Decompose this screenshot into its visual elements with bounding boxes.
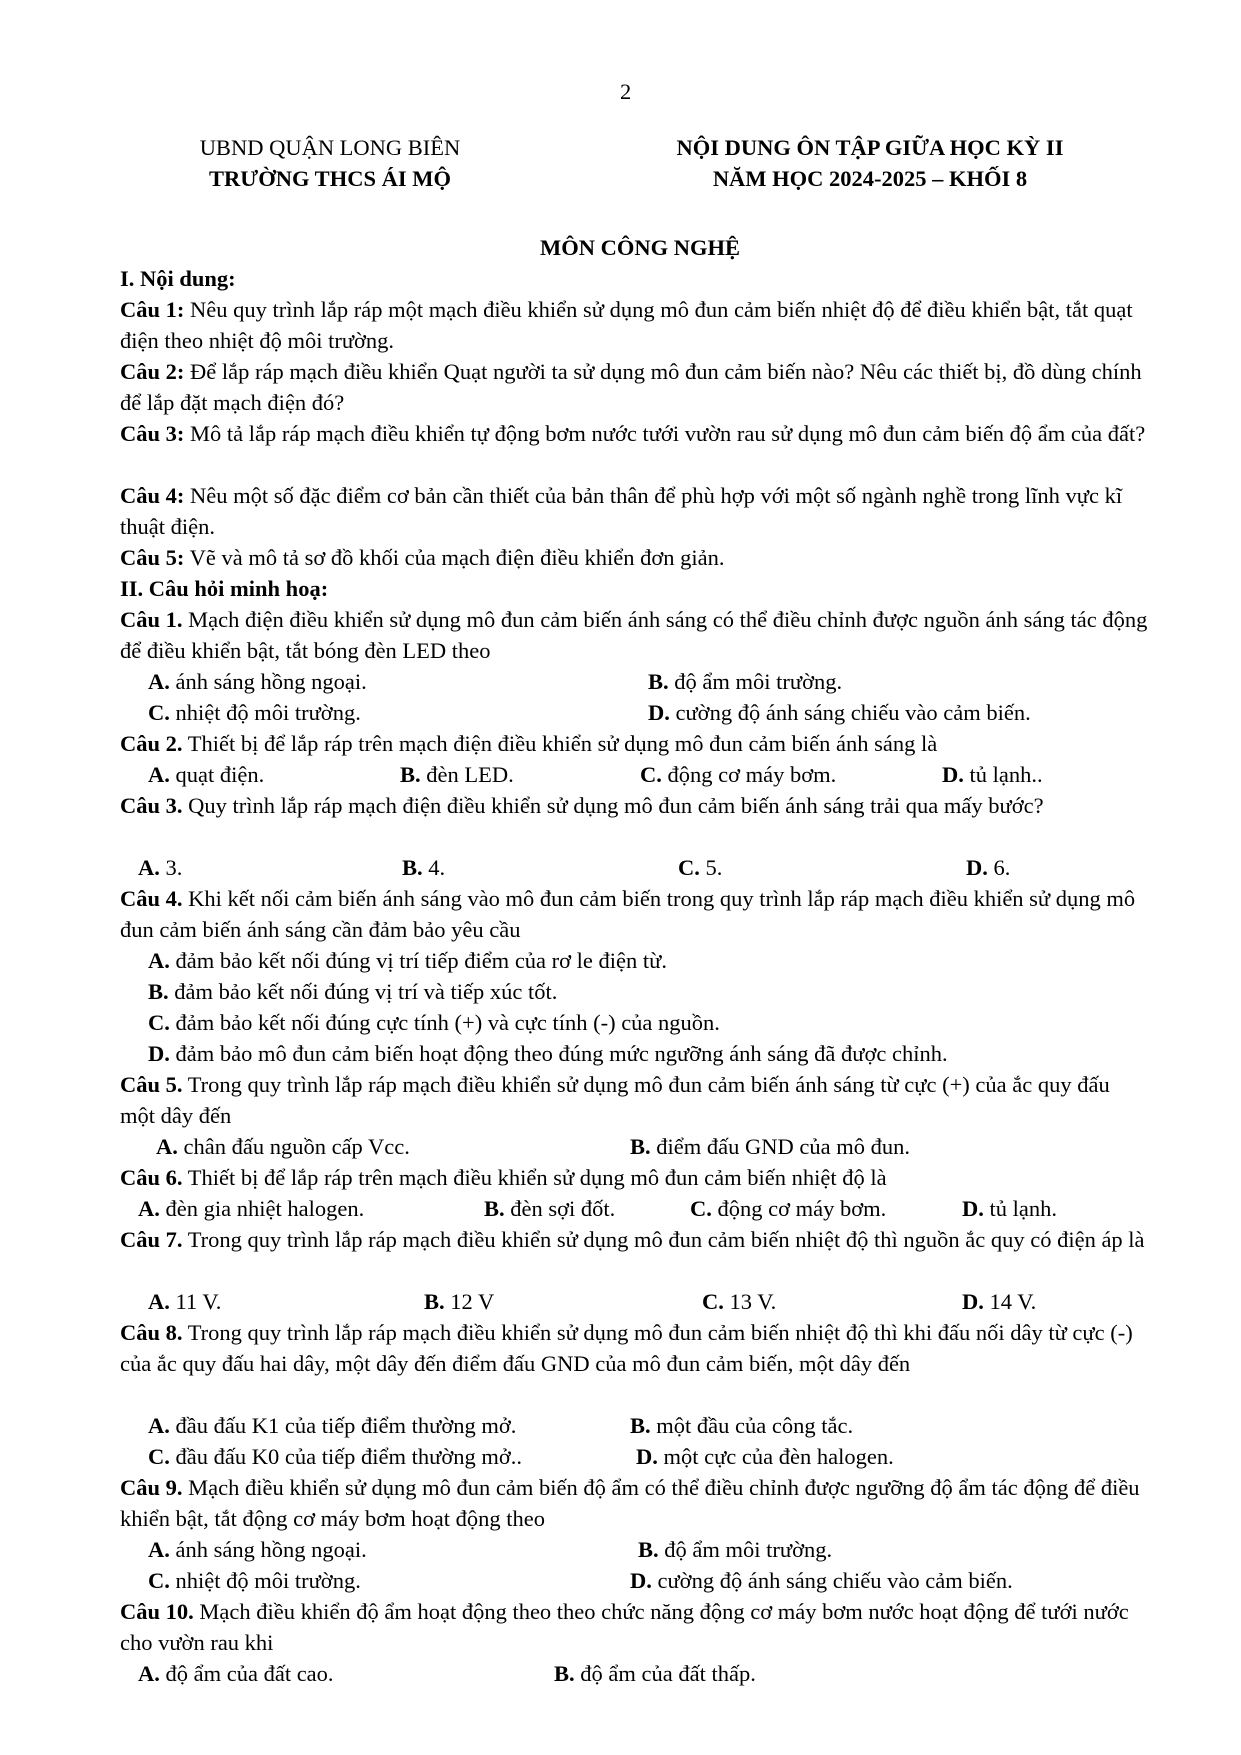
question-label: Câu 2.	[120, 731, 183, 756]
option-a: A. 11 V.	[148, 1289, 222, 1314]
question	[120, 1317, 1150, 1379]
question-label: Câu 4.	[120, 886, 183, 911]
header-right-line1: NỘI DUNG ÔN TẬP GIỮA HỌC KỲ II	[676, 135, 1064, 160]
question	[120, 1596, 1150, 1658]
item-label: Câu 1:	[120, 297, 185, 322]
option-a: A. ánh sáng hồng ngoại.	[148, 669, 367, 694]
option-b: B. đèn LED.	[400, 762, 514, 787]
option-c: C. 5.	[678, 855, 723, 880]
item-text: Nêu một số đặc điểm cơ bản cần thiết của bản thân để phù hợp với một số ngành nghề trong lĩnh vực kĩ thuật điện.	[120, 483, 1123, 539]
option-a: A. chân đấu nguồn cấp Vcc.	[156, 1134, 410, 1159]
item-label: Câu 2:	[120, 359, 185, 384]
question	[120, 1224, 1150, 1255]
option-d: D. 14 V.	[962, 1289, 1037, 1314]
question-text: Mạch điều khiển sử dụng mô đun cảm biến độ ẩm có thể điều chỉnh được ngưỡng độ ẩm tác động để điều khiển bật, tắt động cơ máy bơm hoạt động theo	[120, 1475, 1140, 1531]
question-text: Trong quy trình lắp ráp mạch điều khiển sử dụng mô đun cảm biến nhiệt độ thì khi đấu nối dây từ cực (-) của ắc quy đấu hai dây, một dây đến điểm đấu GND của mô đun cảm biến, một dây đến	[120, 1320, 1133, 1376]
question	[120, 790, 1150, 821]
option-c: C. nhiệt độ môi trường.	[148, 1568, 361, 1593]
question-text: Khi kết nối cảm biến ánh sáng vào mô đun cảm biến trong quy trình lắp ráp mạch điều khiển sử dụng mô đun cảm biến ánh sáng cần đảm bảo yêu cầu	[120, 886, 1136, 942]
section1-item	[120, 480, 1150, 542]
option-d: D. cường độ ánh sáng chiếu vào cảm biến.	[648, 700, 1031, 725]
option-c: C. động cơ máy bơm.	[640, 762, 837, 787]
option-b: B. đèn sợi đốt.	[484, 1196, 616, 1221]
section1-item	[120, 542, 1150, 573]
section1-item	[120, 418, 1150, 449]
option-d: D. một cực của đèn halogen.	[636, 1444, 894, 1469]
option-b: B. 4.	[402, 855, 446, 880]
option-c: C. nhiệt độ môi trường.	[148, 700, 361, 725]
question	[120, 604, 1150, 666]
option-b: B. đảm bảo kết nối đúng vị trí và tiếp xúc tốt.	[148, 979, 558, 1004]
header-right-line2: NĂM HỌC 2024-2025 – KHỐI 8	[712, 166, 1028, 191]
question-label: Câu 3.	[120, 793, 183, 818]
option-b: B. độ ẩm của đất thấp.	[554, 1661, 756, 1686]
page-number: 2	[620, 79, 632, 104]
question-text: Trong quy trình lắp ráp mạch điều khiển sử dụng mô đun cảm biến ánh sáng từ cực (+) của ắc quy đấu một dây đến	[120, 1072, 1110, 1128]
question-text: Mạch điện điều khiển sử dụng mô đun cảm biến ánh sáng có thể điều chỉnh được nguồn ánh sáng tác động để điều khiển bật, tắt bóng đèn LED theo	[120, 607, 1148, 663]
subject-title: MÔN CÔNG NGHỆ	[540, 235, 740, 260]
header-left-line2: TRƯỜNG THCS ÁI MỘ	[209, 166, 451, 191]
question	[120, 1069, 1150, 1131]
section2-title: II. Câu hỏi minh hoạ:	[120, 576, 329, 601]
question-text: Trong quy trình lắp ráp mạch điều khiển sử dụng mô đun cảm biến nhiệt độ thì nguồn ắc quy có điện áp là	[182, 1227, 1145, 1252]
question	[120, 1472, 1150, 1534]
option-b: B. độ ẩm môi trường.	[638, 1537, 833, 1562]
question-text: Quy trình lắp ráp mạch điện điều khiển sử dụng mô đun cảm biến ánh sáng trải qua mấy bước?	[182, 793, 1044, 818]
section1-item	[120, 356, 1150, 418]
question-text: Thiết bị để lắp ráp trên mạch điều khiển sử dụng mô đun cảm biến nhiệt độ là	[182, 1165, 887, 1190]
option-a: A. độ ẩm của đất cao.	[138, 1661, 334, 1686]
option-b: B. độ ẩm môi trường.	[648, 669, 843, 694]
question-label: Câu 10.	[120, 1599, 194, 1624]
option-a: A. đảm bảo kết nối đúng vị trí tiếp điểm của rơ le điện từ.	[148, 948, 667, 973]
option-a: A. quạt điện.	[148, 762, 265, 787]
option-c: C. đầu đấu K0 của tiếp điểm thường mở..	[148, 1444, 523, 1469]
option-a: A. ánh sáng hồng ngoại.	[148, 1537, 367, 1562]
section1-title: I. Nội dung:	[120, 266, 236, 291]
question-label: Câu 9.	[120, 1475, 183, 1500]
question	[120, 728, 1150, 759]
item-text: Vẽ và mô tả sơ đồ khối của mạch điện điều khiển đơn giản.	[184, 545, 725, 570]
item-text: Để lắp ráp mạch điều khiển Quạt người ta sử dụng mô đun cảm biến nào? Nêu các thiết bị, đồ dùng chính để lắp đặt mạch điện đó?	[120, 359, 1142, 415]
option-b: B. điểm đấu GND của mô đun.	[630, 1134, 910, 1159]
item-label: Câu 5:	[120, 545, 185, 570]
question-label: Câu 7.	[120, 1227, 183, 1252]
option-c: C. đảm bảo kết nối đúng cực tính (+) và cực tính (-) của nguồn.	[148, 1010, 720, 1035]
item-text: Mô tả lắp ráp mạch điều khiển tự động bơm nước tưới vườn rau sử dụng mô đun cảm biến độ ẩm của đất?	[184, 421, 1146, 446]
question-label: Câu 8.	[120, 1320, 183, 1345]
option-b: B. 12 V	[424, 1289, 495, 1314]
option-d: D. cường độ ánh sáng chiếu vào cảm biến.	[630, 1568, 1013, 1593]
question	[120, 1162, 1150, 1193]
question	[120, 883, 1150, 945]
option-c: C. động cơ máy bơm.	[690, 1196, 887, 1221]
question-label: Câu 6.	[120, 1165, 183, 1190]
option-d: D. đảm bảo mô đun cảm biến hoạt động theo đúng mức ngưỡng ánh sáng đã được chỉnh.	[148, 1041, 948, 1066]
option-d: D. tủ lạnh.	[962, 1196, 1057, 1221]
option-d: D. tủ lạnh..	[942, 762, 1043, 787]
option-a: A. 3.	[138, 855, 183, 880]
option-d: D. 6.	[966, 855, 1011, 880]
section1-item	[120, 294, 1150, 356]
item-label: Câu 4:	[120, 483, 185, 508]
question-label: Câu 1.	[120, 607, 183, 632]
option-b: B. một đầu của công tắc.	[630, 1413, 854, 1438]
option-a: A. đèn gia nhiệt halogen.	[138, 1196, 365, 1221]
option-c: C. 13 V.	[702, 1289, 777, 1314]
option-a: A. đầu đấu K1 của tiếp điểm thường mở.	[148, 1413, 517, 1438]
question-text: Thiết bị để lắp ráp trên mạch điện điều khiển sử dụng mô đun cảm biến ánh sáng là	[182, 731, 938, 756]
question-label: Câu 5.	[120, 1072, 183, 1097]
question-text: Mạch điều khiển độ ẩm hoạt động theo theo chức năng động cơ máy bơm nước hoạt động để tưới nước cho vườn rau khi	[120, 1599, 1129, 1655]
item-text: Nêu quy trình lắp ráp một mạch điều khiển sử dụng mô đun cảm biến nhiệt độ để điều khiển bật, tắt quạt điện theo nhiệt độ môi trường.	[120, 297, 1133, 353]
item-label: Câu 3:	[120, 421, 185, 446]
header-left-line1: UBND QUẬN LONG BIÊN	[199, 135, 461, 160]
